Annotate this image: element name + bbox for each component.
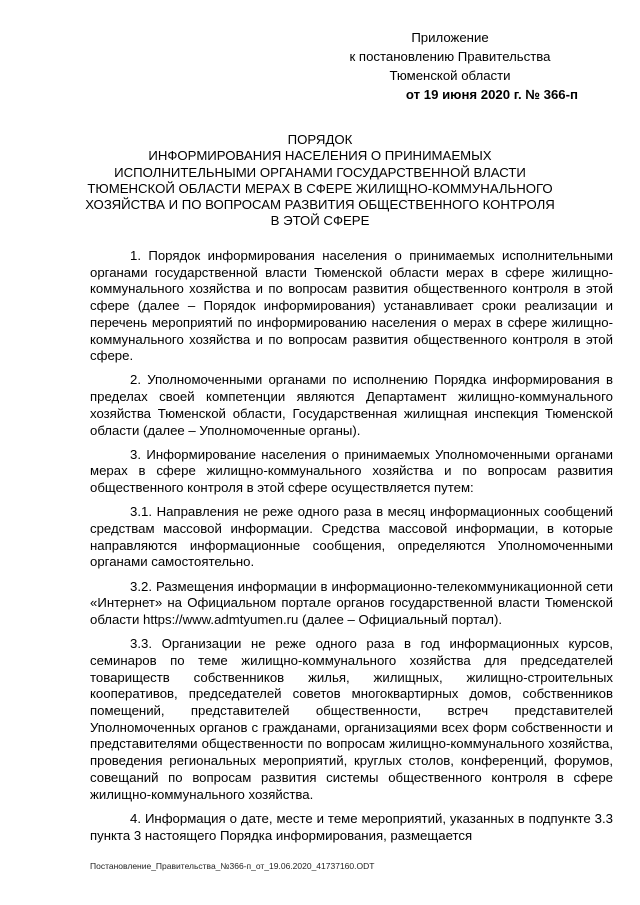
title-line: ИНФОРМИРОВАНИЯ НАСЕЛЕНИЯ О ПРИНИМАЕМЫХ	[148, 148, 492, 164]
document-body	[90, 248, 613, 852]
title-line: ИСПОЛНИТЕЛЬНЫМИ ОРГАНАМИ ГОСУДАРСТВЕННОЙ ВЛАСТИ	[114, 164, 526, 180]
resolution-date-number: от 19 июня 2020 г. № 366-п	[405, 87, 578, 102]
resolution-reference: к постановлению Правительства	[349, 49, 551, 64]
paragraph-1: 1. Порядок информирования населения о принимаемых исполнительными органами государственной власти Тюменской области мерах в сфере жилищно-коммунального хозяйства и по вопросам развития общественного контроля в этой сфере (далее – Порядок информирования) устанавливает сроки реализации и перечень мероприятий по информированию населения о мерах в сфере жилищно-коммунального хозяйства и по вопросам развития общественного контроля в этой сфере.	[90, 248, 613, 364]
title-line: ХОЗЯЙСТВА И ПО ВОПРОСАМ РАЗВИТИЯ ОБЩЕСТВЕННОГО КОНТРОЛЯ	[85, 197, 555, 213]
paragraph-3: 3. Информирование населения о принимаемых Уполномоченными органами мерах в сфере жилищно-коммунального хозяйства и по вопросам развития общественного контроля в этой сфере осуществляется путем:	[90, 446, 613, 496]
title-line: ТЮМЕНСКОЙ ОБЛАСТИ МЕРАХ В СФЕРЕ ЖИЛИЩНО-КОММУНАЛЬНОГО	[87, 180, 553, 196]
file-name-footer: Постановление_Правительства_№366-п_от_19.06.2020_41737160.ODT	[90, 861, 375, 871]
title-line: В ЭТОЙ СФЕРЕ	[270, 213, 370, 229]
paragraph-4: 4. Информация о дате, месте и теме мероприятий, указанных в подпункте 3.3 пункта 3 настоящего Порядка информирования, размещается	[90, 810, 613, 843]
appendix-label: Приложение	[411, 30, 489, 45]
appendix-header	[300, 28, 600, 104]
title-line: ПОРЯДОК	[287, 132, 353, 147]
paragraph-3-1: 3.1. Направления не реже одного раза в месяц информационных сообщений средствам массовой информации. Средства массовой информации, в которые направляются информационные сообщения, определяются Уполномоченными органами самостоятельно.	[90, 504, 613, 570]
document-title	[80, 132, 560, 230]
paragraph-3-3: 3.3. Организации не реже одного раза в год информационных курсов, семинаров по теме жилищно-коммунального хозяйства для председателей товариществ собственников жилья, жилищных, жилищно-строительных кооперативов, председателей советов многоквартирных домов, собственников помещений, представителей общественности, встреч представителей Уполномоченных органов с гражданами, организациями всех форм собственности и представителями общественности по вопросам жилищно-коммунального хозяйства, проведения региональных мероприятий, круглых столов, конференций, форумов, совещаний по вопросам развития системы общественного контроля в сфере жилищно-коммунального хозяйства.	[90, 636, 613, 802]
paragraph-3-2: 3.2. Размещения информации в информационно-телекоммуникационной сети «Интернет» на Официальном портале органов государственной власти Тюменской области https://www.admtyumen.ru (далее – Официальный портал).	[90, 578, 613, 628]
paragraph-2: 2. Уполномоченными органами по исполнению Порядка информирования в пределах своей компетенции являются Департамент жилищно-коммунального хозяйства Тюменской области, Государственная жилищная инспекция Тюменской области (далее – Уполномоченные органы).	[90, 372, 613, 438]
region-name: Тюменской области	[389, 68, 511, 83]
